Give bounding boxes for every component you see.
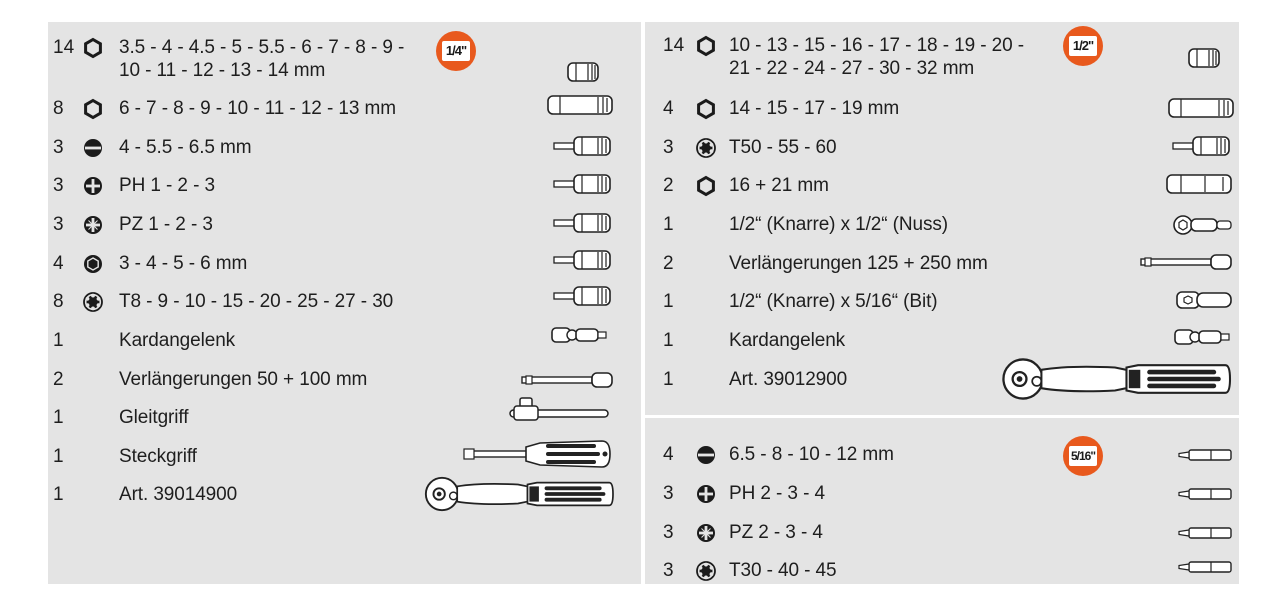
list-item: 3 PZ 1 - 2 - 3 [48, 213, 641, 251]
pozidriv-bit-icon [1169, 523, 1239, 543]
list-item: 3 PZ 2 - 3 - 4 [645, 521, 1239, 559]
list-item: 4 6.5 - 8 - 10 - 12 mm [645, 443, 1239, 481]
pozidriv-icon [82, 214, 104, 236]
hex-socket-icon [82, 37, 104, 59]
spinner-handle-icon [462, 437, 612, 471]
short-socket-icon [1163, 46, 1233, 70]
size-badge-five-sixteenth-inch: 5/16" [1063, 436, 1103, 476]
size-badge-half-inch: 1/2" [1063, 26, 1103, 66]
list-item: 3 4 - 5.5 - 6.5 mm [48, 136, 641, 174]
hex-socket-icon [82, 98, 104, 120]
universal-joint-icon [544, 323, 614, 347]
torx-icon [82, 291, 104, 313]
right-panel-five-sixteenth-inch [645, 418, 1239, 584]
list-item: 1 1/2“ (Knarre) x 1/2“ (Nuss) [645, 213, 1239, 251]
list-item: 8 6 - 7 - 8 - 9 - 10 - 11 - 12 - 13 mm [48, 97, 641, 135]
left-panel-quarter-inch [48, 22, 641, 584]
list-item: 2 16 + 21 mm [645, 174, 1239, 212]
list-item: 1 Art. 39014900 [48, 483, 641, 521]
phillips-bit-icon [1169, 484, 1239, 504]
extension-bar-icon [1135, 250, 1235, 274]
item-description: 10 - 13 - 15 - 16 - 17 - 18 - 19 - 20 - 21 - 22 - 24 - 27 - 30 - 32 mm [729, 35, 1024, 79]
hex-key-icon [82, 253, 104, 275]
hex-socket-icon [695, 98, 717, 120]
bit-adapter-icon [1167, 288, 1237, 312]
list-item: 14 10 - 13 - 15 - 16 - 17 - 18 - 19 - 20 - 21 - 22 - 24 - 27 - 30 - 32 mm [645, 34, 1239, 94]
list-item: 3 T50 - 55 - 60 [645, 136, 1239, 174]
list-item: 1 Kardangelenk [645, 329, 1239, 367]
phillips-bit-socket-icon [548, 172, 618, 196]
list-item: 3 PH 2 - 3 - 4 [645, 482, 1239, 520]
pozidriv-bit-socket-icon [548, 211, 618, 235]
pozidriv-icon [695, 522, 717, 544]
torx-bit-socket-icon [548, 284, 618, 308]
ratchet-icon [995, 356, 1235, 402]
hex-socket-icon [695, 35, 717, 57]
t-handle-icon [504, 392, 614, 426]
list-item: 1 Kardangelenk [48, 329, 641, 367]
item-description: 3.5 - 4 - 4.5 - 5 - 5.5 - 6 - 7 - 8 - 9 - 10 - 11 - 12 - 13 - 14 mm [119, 37, 405, 81]
ratchet-icon [422, 475, 614, 513]
list-item: 3 T30 - 40 - 45 [645, 559, 1239, 597]
phillips-icon [695, 483, 717, 505]
extension-bar-icon [516, 368, 616, 392]
hex-bit-socket-icon [548, 248, 618, 272]
list-item: 4 14 - 15 - 17 - 19 mm [645, 97, 1239, 135]
list-item: 1 Art. 39012900 [645, 368, 1239, 406]
adapter-icon [1167, 213, 1237, 237]
right-panel-half-inch [645, 22, 1239, 415]
short-socket-icon [542, 60, 612, 84]
deep-socket-icon [1167, 96, 1237, 120]
torx-icon [695, 560, 717, 582]
deep-socket-icon [546, 93, 616, 117]
list-item: 1 1/2“ (Knarre) x 5/16“ (Bit) [645, 290, 1239, 328]
list-item: 3 PH 1 - 2 - 3 [48, 174, 641, 212]
spark-plug-socket-icon [1165, 172, 1235, 196]
torx-icon [695, 137, 717, 159]
list-item: 8 T8 - 9 - 10 - 15 - 20 - 25 - 27 - 30 [48, 290, 641, 328]
slotted-bit-socket-icon [548, 134, 618, 158]
universal-joint-icon [1167, 325, 1237, 349]
slotted-icon [82, 137, 104, 159]
list-item: 2 Verlängerungen 50 + 100 mm [48, 368, 641, 406]
list-item: 4 3 - 4 - 5 - 6 mm [48, 252, 641, 290]
slotted-bit-icon [1169, 445, 1239, 465]
list-item: 14 3.5 - 4 - 4.5 - 5 - 5.5 - 6 - 7 - 8 - 9 - 10 - 11 - 12 - 13 - 14 mm [48, 36, 641, 96]
list-item: 2 Verlängerungen 125 + 250 mm [645, 252, 1239, 290]
torx-bit-socket-icon [1167, 134, 1237, 158]
slotted-icon [695, 444, 717, 466]
list-item: 1 Gleitgriff [48, 406, 641, 444]
hex-socket-icon [695, 175, 717, 197]
size-badge-quarter-inch: 1/4" [436, 31, 476, 71]
list-item: 1 Steckgriff [48, 445, 641, 483]
phillips-icon [82, 175, 104, 197]
torx-bit-icon [1169, 557, 1239, 577]
